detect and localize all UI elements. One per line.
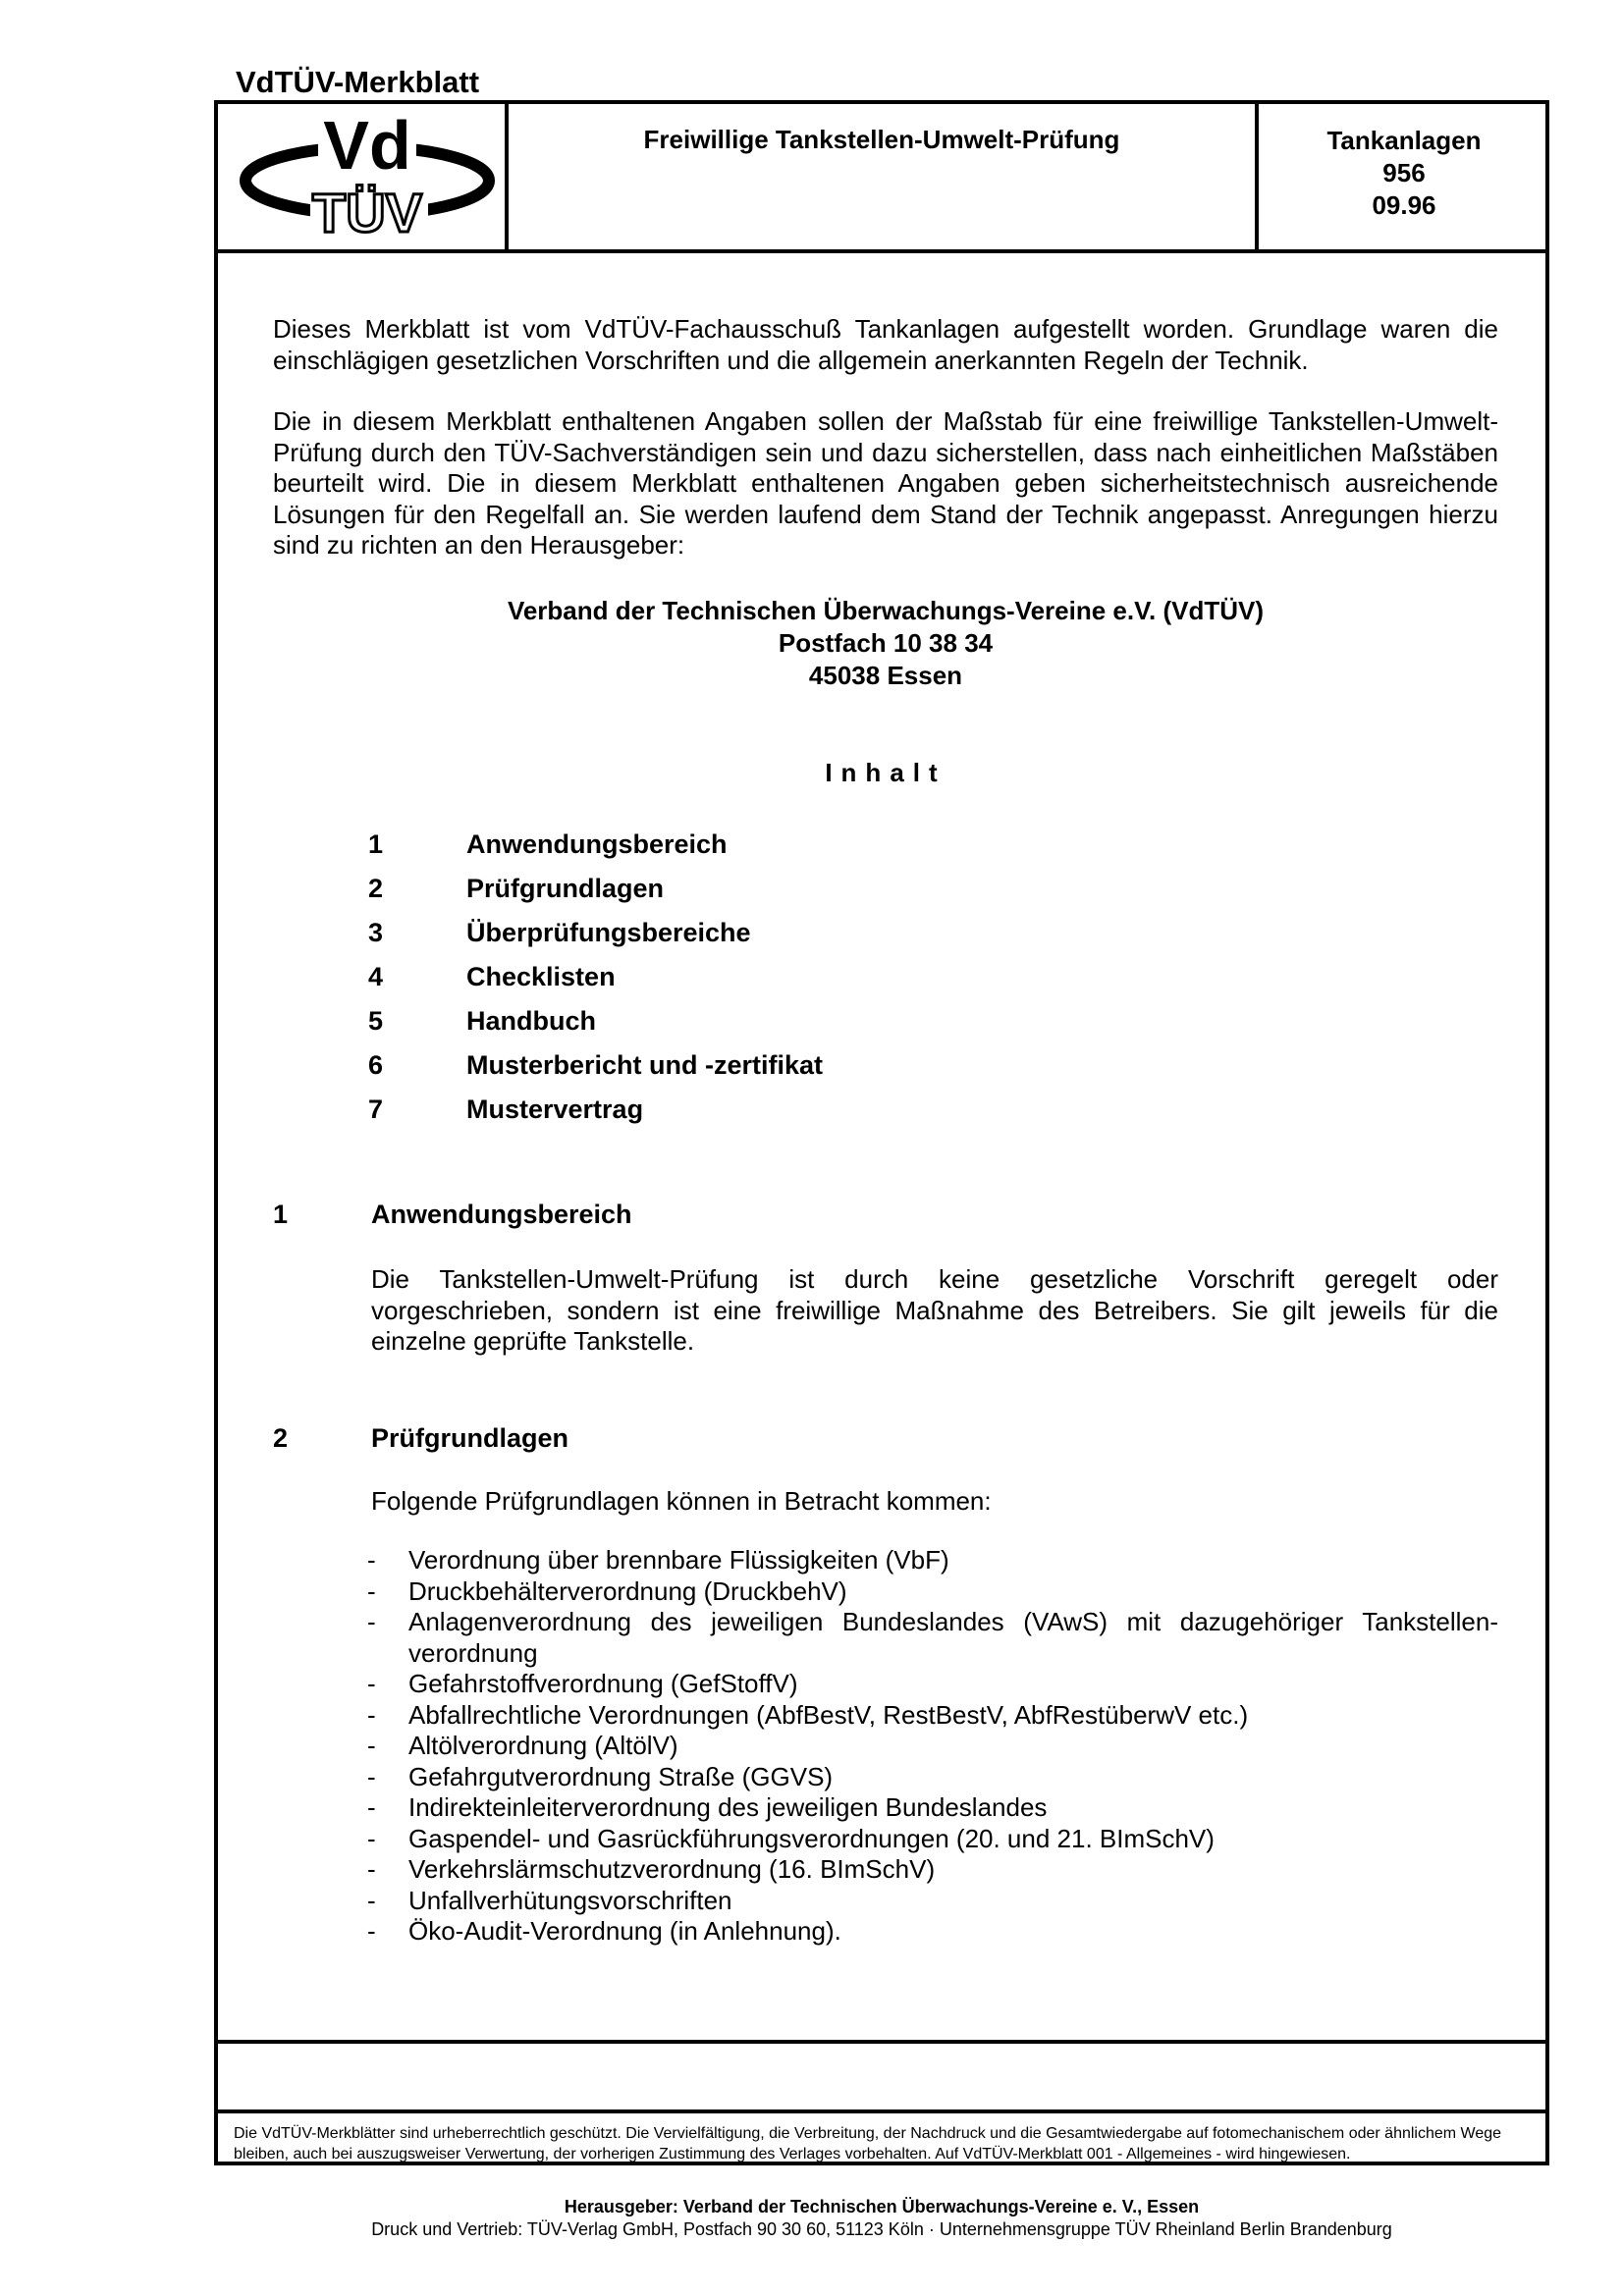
toc-item-number: 4 [368,962,384,991]
list-item-text: Unfallverhütungsvorschriften [408,1885,732,1915]
list-item [367,1886,1498,1917]
section-1-number: 1 [273,1200,289,1229]
legal-basis-list [367,1545,1498,1948]
reference-number: 956 [1382,158,1426,187]
list-bullet: - [367,1792,376,1822]
list-item [367,1607,1498,1669]
list-bullet: - [367,1823,376,1853]
list-item-text: Indirekteinleiterverordnung des jeweiligen Bundeslandes [408,1792,1048,1822]
footer-divider-top [218,2040,1545,2044]
list-item-text: Altölverordnung (AltölV) [408,1731,678,1760]
address-organization: Verband der Technischen Überwachungs-Vereine e.V. (VdTÜV) [507,596,1265,625]
header-divider [218,249,1545,253]
list-item [367,1792,1498,1824]
list-bullet: - [367,1731,376,1760]
document-title: Freiwillige Tankstellen-Umwelt-Prüfung [643,125,1120,154]
intro-paragraph-2: Die in diesem Merkblatt enthaltenen Angaben sollen der Maßstab für eine freiwillige Tankstellen-Umwelt-Prüfung durch den TÜV-Sachverständigen sein und dazu sicherstellen, dass nach einheitlichen Maßstäben beurteilt wird. Die in diesem Merkblatt enthaltenen Angaben geben sicherheitstechnisch ausreichende Lösungen für den Regelfall an. Sie werden laufend dem Stand der Technik angepasst. Anregungen hierzu sind zu richten an den Herausgeber: [273,406,1498,560]
list-item-text: Gefahrstoffverordnung (GefStoffV) [408,1669,798,1698]
list-item-text: Verkehrslärmschutzverordnung (16. BImSchV) [408,1854,936,1884]
footer-divider-bottom [218,2109,1545,2113]
publisher-address [273,595,1498,692]
list-item [367,1916,1498,1948]
list-bullet: - [367,1885,376,1915]
header-column-divider-right [1255,104,1259,249]
section-2-intro: Folgende Prüfgrundlagen können in Betracht kommen: [371,1486,992,1516]
logo-lower-text: TÜV [312,182,422,243]
toc-item-label: Mustervertrag [466,1095,644,1124]
toc-heading: Inhalt [825,758,946,787]
intro-paragraph-1: Dieses Merkblatt ist vom VdTÜV-Fachausschuß Tankanlagen aufgestellt worden. Grundlage waren die einschlägigen gesetzlichen Vorschriften und die allgemein anerkannten Regeln der Technik. [273,314,1498,375]
list-item [367,1854,1498,1886]
reference-category: Tankanlagen [1326,126,1482,155]
logo-upper-text: Vd [323,110,411,184]
list-bullet: - [367,1669,376,1698]
document-reference [1262,125,1546,222]
toc-item-number: 6 [368,1050,384,1080]
toc-item-label: Musterbericht und -zertifikat [466,1050,824,1080]
list-bullet: - [367,1607,376,1636]
list-item [367,1731,1498,1762]
toc-item-label: Überprüfungsbereiche [466,918,751,947]
vdtuev-logo [228,110,503,248]
toc-item-number: 5 [368,1006,384,1036]
section-2-number: 2 [273,1423,289,1453]
list-bullet: - [367,1575,376,1606]
list-bullet: - [367,1699,376,1730]
toc-item-number: 3 [368,918,384,947]
section-1-body: Die Tankstellen-Umwelt-Prüfung ist durch keine gesetzliche Vorschrift geregelt oder vorgeschrieben, sondern ist eine freiwillige Maßnahme des Betreibers. Sie gilt jeweils für die einzelne geprüfte Tankstelle. [371,1264,1498,1356]
distributor-line: Druck und Vertrieb: TÜV-Verlag GmbH, Postfach 90 30 60, 51123 Köln · Unternehmensgruppe TÜV Rheinland Berlin Brandenburg [371,2219,1392,2239]
section-1-title: Anwendungsbereich [371,1200,632,1229]
list-bullet: - [367,1545,376,1575]
list-item [367,1762,1498,1793]
list-item-text: Druckbehälterverordnung (DruckbehV) [408,1575,847,1606]
toc-item-number: 1 [368,829,384,859]
reference-date: 09.96 [1372,190,1436,220]
list-item-text: Verordnung über brennbare Flüssigkeiten (VbF) [408,1545,949,1575]
list-item-text: Öko-Audit-Verordnung (in Anlehnung). [408,1916,841,1946]
toc-item-number: 2 [368,874,384,903]
list-bullet: - [367,1854,376,1884]
list-bullet: - [367,1761,376,1791]
list-item [367,1576,1498,1608]
toc-item-label: Checklisten [466,962,616,991]
address-postbox: Postfach 10 38 34 [778,628,994,658]
toc-item-label: Prüfgrundlagen [466,874,664,903]
toc-item-number: 7 [368,1095,384,1124]
toc-item-label: Handbuch [466,1006,596,1036]
list-item [367,1700,1498,1732]
section-2-title: Prüfgrundlagen [371,1423,568,1453]
list-item [367,1824,1498,1855]
list-item-text: Gaspendel- und Gasrückführungsverordnungen (20. und 21. BImSchV) [408,1823,1215,1853]
document-series-title: VdTÜV-Merkblatt [236,65,480,99]
list-item-text: Gefahrgutverordnung Straße (GGVS) [408,1761,834,1791]
list-bullet: - [367,1916,376,1946]
list-item [367,1669,1498,1700]
copyright-notice: Die VdTÜV-Merkblätter sind urheberrechtlich geschützt. Die Vervielfältigung, die Verbreitung, der Nachdruck und die Gesamtwiedergabe auf fotomechanischem oder ähnlichem Wege bleiben, auch bei auszugsweiser Verwertung, der vorherigen Zustimmung des Verlages vorbehalten. Auf VdTÜV-Merkblatt 001 - Allgemeines - wird hingewiesen. [234,2125,1502,2163]
toc-item-label: Anwendungsbereich [466,829,728,859]
list-item [367,1545,1498,1576]
address-city: 45038 Essen [808,661,963,690]
list-item-text: Anlagenverordnung des jeweiligen Bundeslandes (VAwS) mit dazugehöriger Tankstellen-verordnung [408,1607,1498,1668]
publisher-line: Herausgeber: Verband der Technischen Überwachungs-Vereine e. V., Essen [564,2197,1200,2216]
list-item-text: Abfallrechtliche Verordnungen (AbfBestV, RestBestV, AbfRestüberwV etc.) [408,1699,1249,1730]
